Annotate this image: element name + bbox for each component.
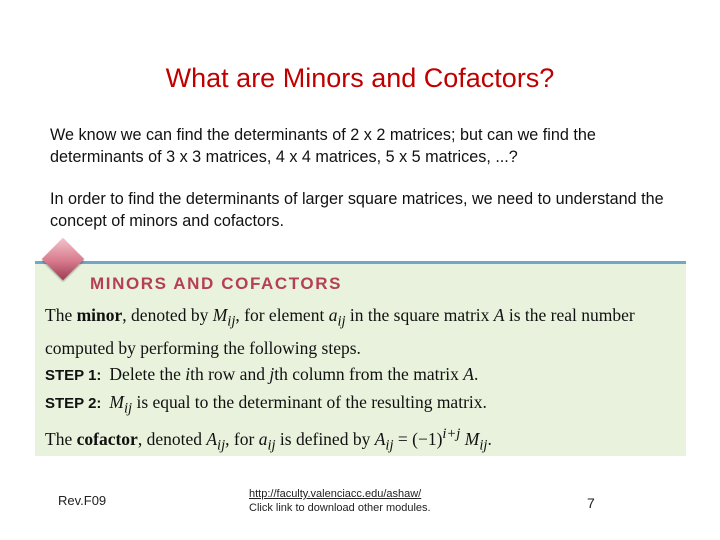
step-1: STEP 1: Delete the ith row and jth column from the matrix A. <box>45 363 479 384</box>
step-2: STEP 2: $M_{ij}$ is equal to the determinant of the resulting matrix. <box>45 391 487 416</box>
definition-heading: MINORS AND COFACTORS <box>90 274 343 293</box>
concept-paragraph: In order to find the determinants of larger square matrices, we need to understand the concept of minors and cofactors. <box>50 190 664 230</box>
revision-label: Rev.F09 <box>58 493 107 508</box>
slide-title: What are Minors and Cofactors? <box>165 63 555 93</box>
step-1-label: STEP 1: <box>45 366 102 384</box>
definition-text <box>45 302 681 458</box>
intro-paragraph: We know we can find the determinants of 2 x 2 matrices; but can we find the determinants of 3 x 3 matrices, 4 x 4 matrices, 5 x 5 matrices, ...? <box>50 126 596 166</box>
minor-definition: The minor, denoted by $M_{ij}$, for element $a_{ij}$ in the square matrix A is the real number computed by performing the following steps. <box>45 305 635 358</box>
cofactor-definition: The cofactor, denoted $A_{ij}$, for $a_{ij}$ is defined by $A_{ij} = (-1)^{i+j}$ $M_{ij}$. <box>45 426 492 454</box>
link-caption: Click link to download other modules. <box>249 502 431 514</box>
definition-box-rule <box>35 261 686 264</box>
step-2-label: STEP 2: <box>45 394 102 412</box>
minor-label: minor <box>76 305 123 325</box>
modules-link[interactable]: http://faculty.valenciacc.edu/ashaw/ <box>249 488 422 500</box>
page-number: 7 <box>587 495 595 511</box>
footer-link-block <box>249 487 431 515</box>
cofactor-label: cofactor <box>76 428 138 449</box>
